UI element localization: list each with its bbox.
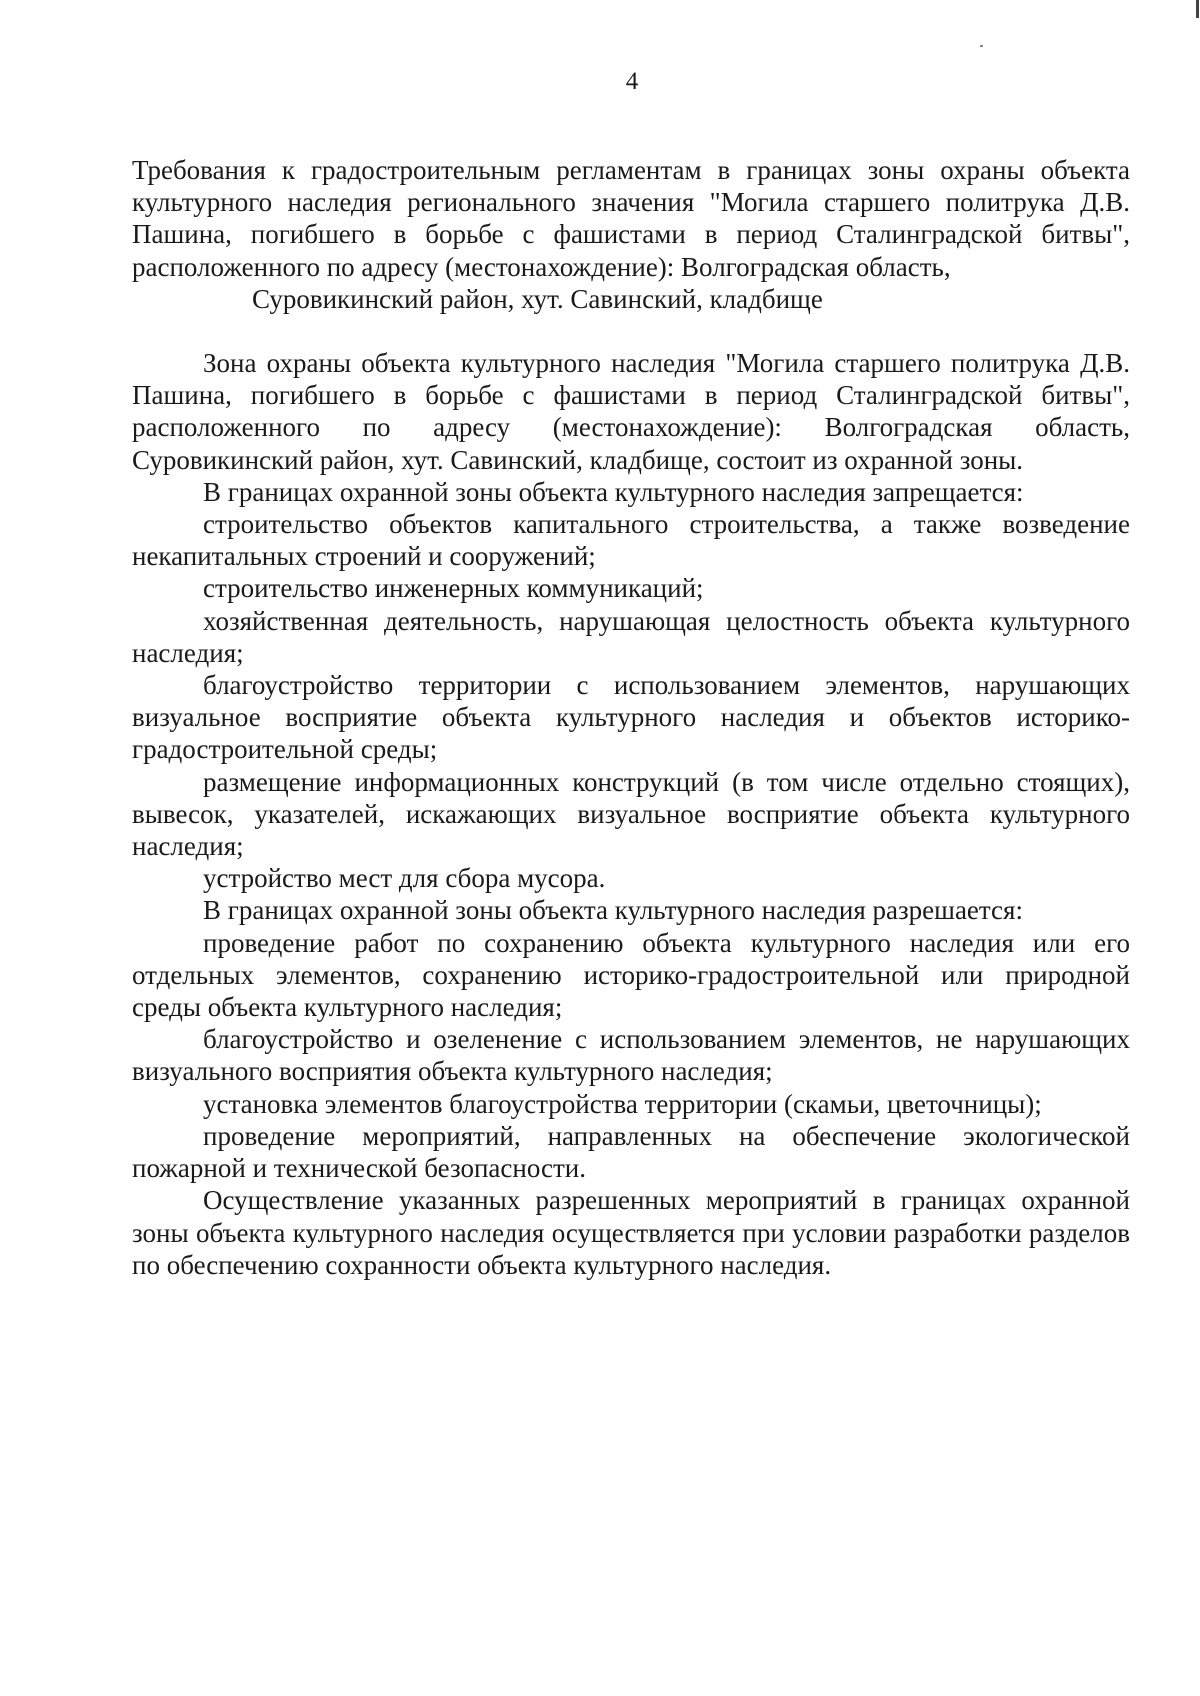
heading-text: Требования к градостроительным регламентам в границах зоны охраны объекта культурного наследия регионального значения "Могила старшего политрука Д.В. Пашина, погибшего в борьбе с фашистами в период Сталинградской битвы", расположенного по адресу (местонахождение): Волгоградская область, [132,155,1130,282]
list-item: размещение информационных конструкций (в том числе отдельно стоящих), вывесок, указателей, искажающих визуальное восприятие объекта культурного наследия; [132,766,1130,862]
heading-last-line: Суровикинский район, хут. Савинский, кладбище [252,283,823,314]
body-text [132,347,1130,1281]
list-item: установка элементов благоустройства территории (скамьи, цветочницы); [203,1088,1042,1119]
section-heading [132,154,1130,315]
list-item: благоустройство территории с использованием элементов, нарушающих визуальное восприятие объекта культурного наследия и объектов историко-градостроительной среды; [132,670,1130,765]
paragraph: В границах охранной зоны объекта культурного наследия разрешается: [203,895,1023,926]
list-item: хозяйственная деятельность, нарушающая целостность объекта культурного наследия; [132,605,1130,668]
scan-mark [980,45,983,47]
paragraph: Зона охраны объекта культурного наследия "Могила старшего политрука Д.В. Пашина, погибшего в борьбе с фашистами в период Сталинградской битвы", расположенного по адресу (местонахождение): Волгоградская область, Суровикинский район, хут. Савинский, кладбище, состоит из охранной зоны. [132,348,1130,475]
scan-mark [1196,0,1199,18]
list-item: проведение мероприятий, направленных на обеспечение экологической пожарной и технической безопасности. [132,1120,1130,1184]
document-body [132,154,1130,1281]
list-item: проведение работ по сохранению объекта культурного наследия или его отдельных элементов, сохранению историко-градостроительной или природной среды объекта культурного наследия; [132,927,1130,1023]
paragraph: Осуществление указанных разрешенных мероприятий в границах охранной зоны объекта культурного наследия осуществляется при условии разработки разделов по обеспечению сохранности объекта культурного наследия. [132,1185,1130,1280]
list-item: устройство мест для сбора мусора. [203,863,606,894]
list-item: строительство объектов капитального строительства, а также возведение некапитальных строений и сооружений; [132,509,1130,572]
list-item: благоустройство и озеленение с использованием элементов, не нарушающих визуального восприятия объекта культурного наследия; [132,1024,1130,1087]
page-number: 4 [625,68,639,95]
paragraph: В границах охранной зоны объекта культурного наследия запрещается: [203,476,1024,507]
list-item: строительство инженерных коммуникаций; [203,573,704,604]
